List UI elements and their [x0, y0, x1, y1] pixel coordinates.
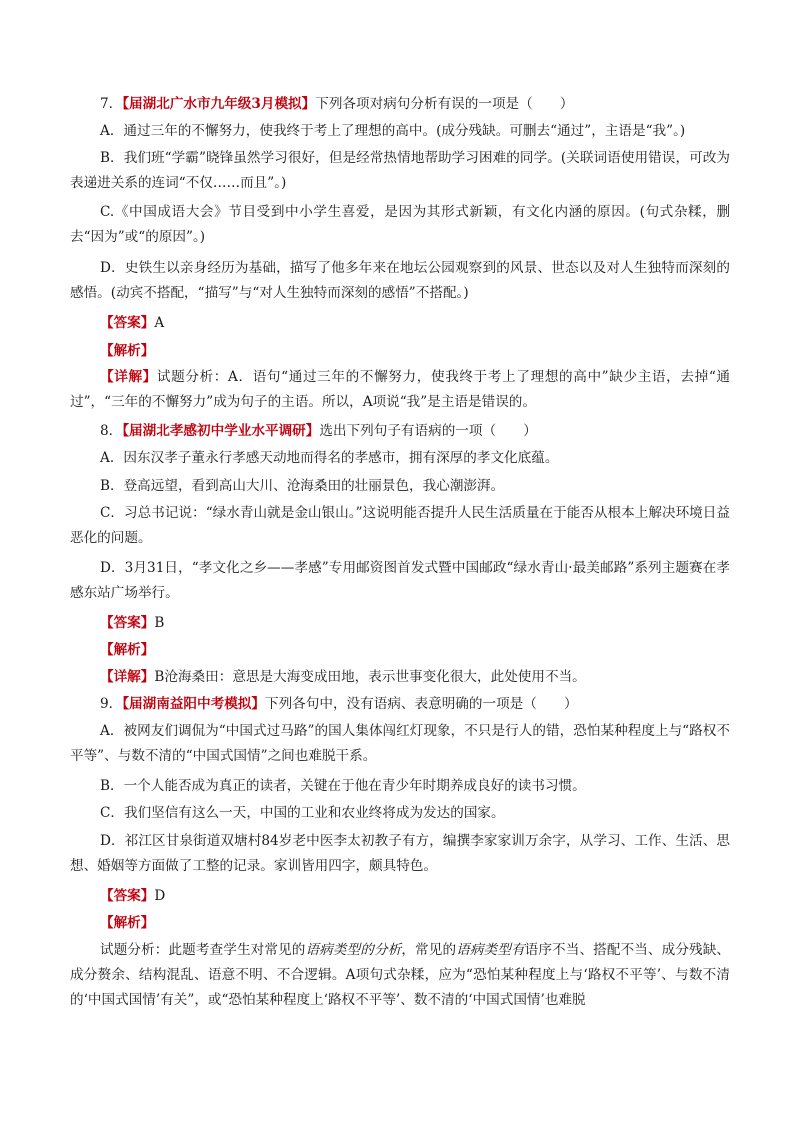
question-8-detail [70, 665, 730, 690]
question-number: 7． [100, 96, 123, 112]
question-8-analysis-label [70, 638, 730, 663]
answer-label: 【答案】 [100, 315, 155, 331]
question-7-detail [70, 365, 730, 415]
question-text: 下列各项对病句分析有误的一项是（ ） [315, 96, 574, 112]
question-7-option-a: A．通过三年的不懈努力，使我终于考上了理想的高中。(成分残缺。可删去“通过”，主语是“我”。) [100, 123, 686, 139]
question-text: 下列各句中，没有语病、表意明确的一项是（ ） [264, 696, 578, 712]
question-source: 【届湖南益阳中考模拟】 [122, 696, 265, 712]
analysis-label: 【解析】 [100, 343, 155, 359]
question-9-option-d: D．祁江区甘泉街道双塘村84岁老中医李太初教子有方，编撰李家家训万余字，从学习、工作、生活、思想、婚姻等方面做了工整的记录。家训皆用四字，颇具特色。 [70, 833, 730, 874]
question-8-option-c: C．习总书记说：“绿水青山就是金山银山。”这说明能否提升人民生活质量在于能否从根本上解决环境日益恶化的问题。 [70, 505, 730, 546]
question-7-answer [70, 311, 730, 336]
question-9-option-a: A．被网友们调侃为“中国式过马路”的国人集体闯红灯现象，不只是行人的错，恐怕某种程度上与“路权不平等”、与数不清的“中国式国情”之间也难脱干系。 [70, 723, 730, 764]
analysis-label: 【解析】 [100, 915, 155, 931]
question-8-option-b: B．登高远望，看到高山大川、沧海桑田的壮丽景色，我心潮澎湃。 [100, 478, 505, 494]
analysis-emphasis: 语病类型的分析 [305, 942, 402, 958]
analysis-text: ，常见的 [401, 942, 457, 958]
question-8-option-d: D．3月31日，“孝文化之乡——孝感”专用邮资图首发式暨中国邮政“绿水青山·最美邮路”系列主题赛在孝感东站广场举行。 [70, 560, 730, 601]
question-9-answer [70, 884, 730, 909]
detail-label: 【详解】 [100, 669, 155, 685]
question-9-option-c: C．我们坚信有这么一天，中国的工业和农业终将成为发达的国家。 [100, 805, 505, 821]
answer-value: A [154, 315, 165, 331]
question-9-analysis-label [70, 911, 730, 936]
analysis-text: 试题分析：此题考查学生对常见的 [100, 942, 306, 958]
detail-text: B沧海桑田：意思是大海变成田地，表示世事变化很大，此处使用不当。 [154, 669, 586, 685]
question-9-stem [70, 692, 730, 717]
answer-label: 【答案】 [100, 888, 155, 904]
answer-label: 【答案】 [100, 615, 155, 631]
detail-text: 试题分析：A．语句“通过三年的不懈努力，使我终于考上了理想的高中”缺少主语，去掉“通过”，“三年的不懈努力”成为句子的主语。所以，A项说“我”是主语是错误的。 [70, 369, 730, 410]
question-9-option-b: B．一个人能否成为真正的读者，关键在于他在青少年时期养成良好的读书习惯。 [100, 778, 586, 794]
question-number: 9． [100, 696, 123, 712]
detail-label: 【详解】 [100, 369, 157, 385]
answer-value: D [154, 888, 166, 904]
question-source: 【届湖北孝感初中学业水平调研】 [122, 423, 320, 439]
question-8-stem [70, 419, 730, 444]
question-7-analysis-label [70, 339, 730, 364]
answer-value: B [154, 615, 165, 631]
question-8-answer [70, 611, 730, 636]
question-text: 选出下列句子有语病的一项（ ） [319, 423, 537, 439]
question-7-stem [70, 92, 730, 117]
question-7-option-d: D．史铁生以亲身经历为基础，描写了他多年来在地坛公园观察到的风景、世态以及对人生独特而深刻的感悟。(动宾不搭配，“描写”与“对人生独特而深刻的感悟”不搭配。) [70, 260, 730, 301]
question-7-option-b: B．我们班“学霸”晓锋虽然学习很好，但是经常热情地帮助学习困难的同学。(关联词语使用错误，可改为表递进关系的连词“不仅……而且”。) [70, 150, 730, 191]
analysis-label: 【解析】 [100, 642, 155, 658]
question-8-option-a: A．因东汉孝子董永行孝感天动地而得名的孝感市，拥有深厚的孝文化底蕴。 [100, 450, 559, 466]
question-source: 【届湖北广水市九年级3月模拟】 [122, 96, 316, 112]
question-number: 8． [100, 423, 123, 439]
analysis-emphasis: 语病类型有 [456, 942, 525, 958]
question-9-analysis [70, 938, 730, 1013]
question-7-option-c: C.《中国成语大会》节目受到中小学生喜爱，是因为其形式新颖，有文化内涵的原因。(句式杂糅，删去“因为”或“的原因”。) [70, 204, 730, 245]
analysis-text: 语序不当、搭配不当、成分残缺、成分赘余、结构混乱、语意不明、不合逻辑。A项句式杂糅，应为“恐怕某种程度上与‘路权不平等’、与数不清的‘中国式国情’有关”，或“恐怕某种程度上‘路权不平等’、数不清的‘中国式国情’也难脱 [70, 942, 731, 1008]
